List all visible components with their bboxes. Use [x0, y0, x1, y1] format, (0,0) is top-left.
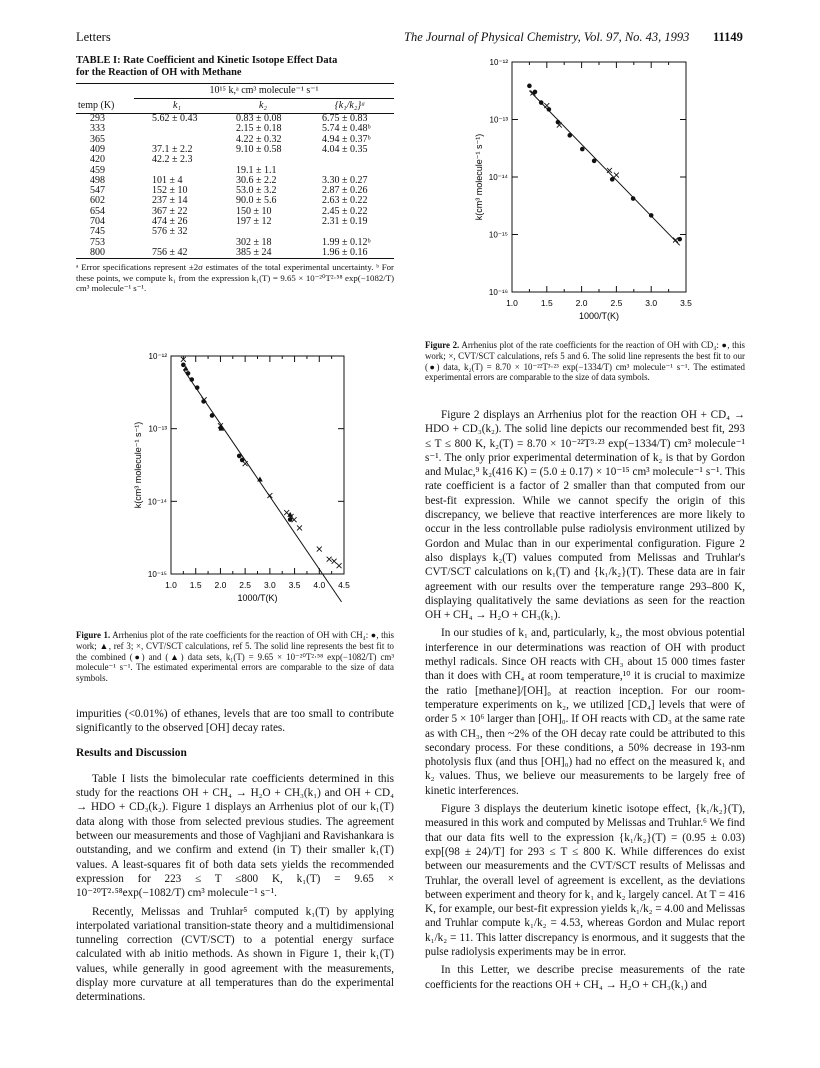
- table-cell: 409: [90, 143, 105, 155]
- figure-1-caption-text: Arrhenius plot of the rate coefficients for the reaction of OH with CH₄: ●, this work; ▲, ref 3; ×, CVT/SCT calculations, ref 5. The solid line represents the best fit to the combined (●) and (▲) data sets, k₁(T) = 9.65 × 10⁻²⁰T²·⁵⁸ exp(−1082/T) cm³ molecule⁻¹ s⁻¹. The estimated experimental errors are comparable to the size of data symbols.: [76, 630, 394, 684]
- table-cell: 6.75 ± 0.83: [322, 113, 368, 125]
- col-ratio: {k₁/k₂}ᵃ: [334, 100, 366, 112]
- table-cell: 30.6 ± 2.2: [236, 174, 277, 186]
- table-cell: 90.0 ± 5.6: [236, 195, 277, 207]
- table-cell: [134, 124, 220, 134]
- x-tick-label: 3.5: [288, 580, 301, 590]
- data-point-cross: [297, 525, 302, 530]
- data-point-cross: [614, 173, 619, 178]
- table-footnote: ᵃ Error specifications represent ±2σ estimates of the total experimental uncertainty. ᵇ For these points, we compute k₁ from the expression k₁(T) = 9.65 × 10⁻²⁰T²·⁵⁸ exp(−1082/T) cm³ molecule⁻¹ s⁻¹.: [76, 262, 394, 294]
- data-point-circle: [610, 177, 615, 182]
- data-point-cross: [332, 559, 337, 564]
- x-tick-label: 2.5: [239, 580, 252, 590]
- x-tick-label: 1.0: [165, 580, 177, 590]
- journal-title: The Journal of Physical Chemistry, Vol. 97, No. 43, 1993: [404, 30, 690, 44]
- x-tick-label: 1.0: [506, 298, 518, 308]
- left-paragraph-1: impurities (<0.01%) of ethanes, levels that are too small to contribute significantly to the observed [OH] decay rates.: [76, 708, 394, 735]
- data-point-cross: [337, 563, 342, 568]
- figure-2-caption: [425, 340, 745, 383]
- table-row: [76, 155, 394, 165]
- table-cell: 800: [90, 246, 105, 258]
- data-point-circle: [592, 159, 597, 164]
- table-cell: 547: [90, 185, 105, 197]
- fit-line: [529, 91, 679, 246]
- table-title-1: TABLE I: Rate Coefficient and Kinetic Isotope Effect Data: [76, 55, 338, 66]
- x-tick-label: 3.5: [680, 298, 692, 308]
- figure-1: [76, 338, 396, 630]
- data-point-cross: [544, 103, 549, 108]
- data-point-cross: [673, 238, 678, 243]
- y-tick-label: 10⁻¹⁵: [147, 570, 167, 579]
- table-cell: 459: [90, 164, 105, 176]
- y-tick-label: 10⁻¹⁶: [488, 288, 508, 297]
- data-point-circle: [539, 100, 544, 105]
- table-cell: 2.15 ± 0.18: [236, 123, 282, 135]
- table-cell: 3.30 ± 0.27: [322, 174, 368, 186]
- table-cell: 1.96 ± 0.16: [322, 246, 368, 258]
- table-cell: 0.83 ± 0.08: [236, 113, 282, 125]
- table-cell: 753: [90, 236, 105, 248]
- data-point-cross: [327, 557, 332, 562]
- figure-2: [424, 52, 724, 336]
- data-point-circle: [189, 377, 194, 382]
- data-point-cross: [607, 168, 612, 173]
- figure-2-plot: [424, 52, 724, 336]
- running-head: Letters: [76, 30, 111, 44]
- x-tick-label: 3.0: [645, 298, 658, 308]
- left-paragraph-3: Recently, Melissas and Truhlar⁵ computed k₁(T) by applying interpolated variational transition-state theory and a multidimensional tunneling correction (CVT/SCT) to a potential energy surface calculated with ab initio methods. As shown in Figure 1, their k₁(T) values, while generally in good agreement with the measurements, display more curvature at all temperatures than do the experimental determinations.: [76, 905, 394, 1004]
- col-k1: k₁: [173, 100, 181, 112]
- table-cell: 2.31 ± 0.19: [322, 216, 368, 228]
- rate-table: [76, 84, 394, 258]
- y-tick-label: 10⁻¹⁴: [488, 173, 508, 182]
- table-cell: 756 ± 42: [152, 246, 188, 258]
- data-point-circle: [649, 213, 654, 218]
- table-cell: 333: [90, 123, 105, 135]
- x-tick-label: 3.0: [263, 580, 276, 590]
- col-k2: k₂: [259, 100, 267, 112]
- table-cell: 293: [90, 113, 105, 125]
- table-row: [76, 145, 394, 155]
- x-tick-label: 4.5: [338, 580, 350, 590]
- table-row: [76, 248, 394, 258]
- y-tick-label: 10⁻¹⁵: [488, 230, 508, 240]
- table-cell: 9.10 ± 0.58: [236, 143, 282, 155]
- right-paragraph-3: Figure 3 displays the deuterium kinetic isotope effect, {k₁/k₂}(T), measured in this work and computed by Melissas and Truhlar.⁶ We find that our data fits well to the expression {k₁/k₂}(T) = (0.95 ± 0.03) exp[(98 ± 24)/T] for 293 ≤ T ≤ 800 K. While differences do exist between our measurements and the CVT/SCT results of Melissas and Truhlar, the overall level of agreement is excellent, as the deviations between experiment and theory for k₁ and k₂ largely cancel. At T = 416 K, for example, our best-fit expression yields k₁/k₂ = 4.00 and Melissas and Truhlar compute k₁/k₂ = 4.53, whereas Gordon and Mulac report k₁/k₂ = 11. This latter discrepancy is enormous, and it suggests that the pulse radiolysis experiments may be in error.: [425, 803, 745, 958]
- right-column: [425, 408, 745, 996]
- table-cell: 302 ± 18: [236, 236, 272, 248]
- table-cell: 654: [90, 205, 105, 217]
- table-cell: 2.63 ± 0.22: [322, 195, 368, 207]
- table-cell: 4.04 ± 0.35: [322, 143, 368, 155]
- table-cell: 53.0 ± 3.2: [236, 185, 277, 197]
- table-cell: 745: [90, 226, 105, 238]
- table-cell: 367 ± 22: [152, 205, 188, 217]
- table-group-header: 10¹⁵ k,ᵃ cm³ molecule⁻¹ s⁻¹: [134, 84, 394, 99]
- table-cell: 4.94 ± 0.37ᵇ: [322, 133, 371, 145]
- right-paragraph-1: Figure 2 displays an Arrhenius plot for the reaction OH + CD₄ → HDO + CD₃(k₂). The solid line depicts our recommended best fit, 293 ≤ T ≤ 800 K, k₂(T) = 8.70 × 10⁻²²T³·²³ exp(−1334/T) cm³ molecule⁻¹ s⁻¹. The only prior experimental determination of k₂ is that by Gordon and Mulac,⁹ k₂(416 K) = (5.0 ± 0.17) × 10⁻¹⁵ cm³ molecule⁻¹ s⁻¹. This rate coefficient is a factor of 2 smaller than that computed from our best-fit expression. While we cannot specify the origin of this discrepancy, we believe that reactive interferences are more likely to occur in the less controllable pulse radiolysis environment utilized by Gordon and Mulac than in our experimental configuration. Figure 2 also displays k₂(T) values computed from Melissas and Truhlar's CVT/SCT calculations on k₁(T) and {k₁/k₂}(T). These data are in fair agreement with our results over the temperature range 293–800 K, displaying qualitatively the same deviations as seen for the reaction OH + CH₄ → H₂O + CH₃(k₁).: [425, 409, 745, 622]
- y-tick-label: 10⁻¹²: [489, 58, 508, 67]
- table-title-2: for the Reaction of OH with Methane: [76, 67, 242, 78]
- table-cell: 576 ± 32: [152, 226, 188, 238]
- plot-frame: [512, 62, 686, 292]
- data-point-circle: [181, 363, 186, 368]
- table-cell: 420: [90, 154, 105, 166]
- table-cell: 37.1 ± 2.2: [152, 143, 193, 155]
- table-cell: 4.22 ± 0.32: [236, 133, 282, 145]
- table-cell: 365: [90, 133, 105, 145]
- table-cell: 5.62 ± 0.43: [152, 113, 198, 125]
- x-tick-label: 2.0: [214, 580, 227, 590]
- y-tick-label: 10⁻¹³: [489, 115, 508, 125]
- col-temp: temp (K): [78, 99, 115, 111]
- data-point-circle: [210, 413, 215, 418]
- data-point-circle: [567, 133, 572, 138]
- table-cell: 2.45 ± 0.22: [322, 205, 368, 217]
- x-axis-label: 1000/T(K): [578, 311, 620, 321]
- table-cell: 704: [90, 216, 105, 228]
- section-heading: Results and Discussion: [76, 746, 187, 759]
- data-point-circle: [677, 237, 682, 242]
- table-cell: 101 ± 4: [152, 174, 183, 186]
- right-paragraph-2: In our studies of k₁ and, particularly, k₂, the most obvious potential interference in our determinations was reaction of OH with product methyl radicals. Since OH reacts with CH₃ about 15 000 times faster than it does with CH₄ at room temperature,¹⁰ it is crucial to maximize the ratio [methane]/[OH]₀ at reaction inception. For our room-temperature experiments on k₂, we utilized [CD₄] levels that were of order 5 × 10⁶ larger than [OH]₀. If OH reacts with CD₃ at the same rate as with CH₃, then ~2% of the OH decay rate could be attributed to this secondary process. For these conditions, a 50% decrease in 193-nm photolysis flux (and thus [OH]₀) had no effect on the measured k₁ and k₂ values. Thus, we believe our measurements to be largely free of kinetic interferences.: [425, 627, 745, 797]
- x-tick-label: 2.5: [610, 298, 623, 308]
- figure-2-caption-text: Arrhenius plot of the rate coefficients for the reaction of OH with CD₄: ●, this work; ×, CVT/SCT calculations, refs 5 and 6. The solid line represents the best fit to our (●) data, k₂(T) = 8.70 × 10⁻²²T³·²³ exp(−1334/T) cm³ molecule⁻¹ s⁻¹. The estimated experimental errors are comparable to the size of data symbols.: [425, 340, 745, 383]
- x-axis-label: 1000/T(K): [237, 593, 278, 603]
- table-cell: 385 ± 24: [236, 246, 272, 258]
- page-number: 11149: [713, 30, 743, 44]
- data-point-circle: [240, 458, 245, 463]
- table-cell: 498: [90, 174, 105, 186]
- table-cell: 5.74 ± 0.48ᵇ: [322, 123, 371, 135]
- x-tick-label: 1.5: [540, 298, 553, 308]
- table-cell: 19.1 ± 1.1: [236, 164, 277, 176]
- figure-1-caption: [76, 630, 394, 684]
- right-paragraph-4: In this Letter, we describe precise measurements of the rate coefficients for the reactions OH + CH₄ → H₂O + CH₃(k₁) and: [425, 964, 745, 991]
- x-tick-label: 2.0: [575, 298, 588, 308]
- table-cell: 1.99 ± 0.12ᵇ: [322, 236, 371, 248]
- data-point-circle: [195, 385, 200, 390]
- figure-2-label: Figure 2.: [425, 340, 460, 350]
- left-column: [76, 707, 394, 1009]
- data-point-circle: [580, 147, 585, 152]
- data-point-circle: [631, 196, 636, 201]
- y-tick-label: 10⁻¹³: [148, 424, 167, 434]
- x-tick-label: 1.5: [189, 580, 202, 590]
- fit-line: [183, 369, 341, 602]
- y-axis-label: k(cm³ molecule⁻¹ s⁻¹): [474, 133, 484, 221]
- table-cell: 152 ± 10: [152, 185, 188, 197]
- y-tick-label: 10⁻¹²: [148, 352, 167, 361]
- table-1: [76, 55, 394, 294]
- data-point-circle: [186, 371, 191, 376]
- data-point-circle: [527, 84, 532, 89]
- figure-1-plot: [76, 338, 396, 630]
- table-cell: 474 ± 26: [152, 216, 188, 228]
- table-cell: [306, 155, 394, 165]
- table-cell: 2.87 ± 0.26: [322, 185, 368, 197]
- table-cell: 42.2 ± 2.3: [152, 154, 193, 166]
- table-row: [76, 217, 394, 227]
- table-cell: 602: [90, 195, 105, 207]
- y-tick-label: 10⁻¹⁴: [147, 497, 167, 507]
- data-point-circle: [237, 454, 242, 459]
- figure-1-label: Figure 1.: [76, 630, 111, 640]
- left-paragraph-2: Table I lists the bimolecular rate coefficients determined in this study for the reactions OH + CH₄ → H₂O + CH₃(k₁) and OH + CD₄ → HDO + CD₃(k₂). Figure 1 displays an Arrhenius plot of our k₁(T) data along with those from selected previous studies. The agreement between our measurements and those of Vaghjiani and Ravishankara is outstanding, and we confirm and extend (in T) their smaller k₁(T) values. A least-squares fit of both data sets yields the recommended expression for 223 ≤ T ≤800 K, k₁(T) = 9.65 × 10⁻²⁰T²·⁵⁸exp(−1082/T) cm³ molecule⁻¹ s⁻¹.: [76, 772, 394, 900]
- table-cell: 197 ± 12: [236, 216, 272, 228]
- data-point-cross: [317, 547, 322, 552]
- table-cell: 150 ± 10: [236, 205, 272, 217]
- y-axis-label: k(cm³ molecule⁻¹ s⁻¹): [133, 421, 143, 509]
- x-tick-label: 4.0: [313, 580, 326, 590]
- table-cell: 237 ± 14: [152, 195, 188, 207]
